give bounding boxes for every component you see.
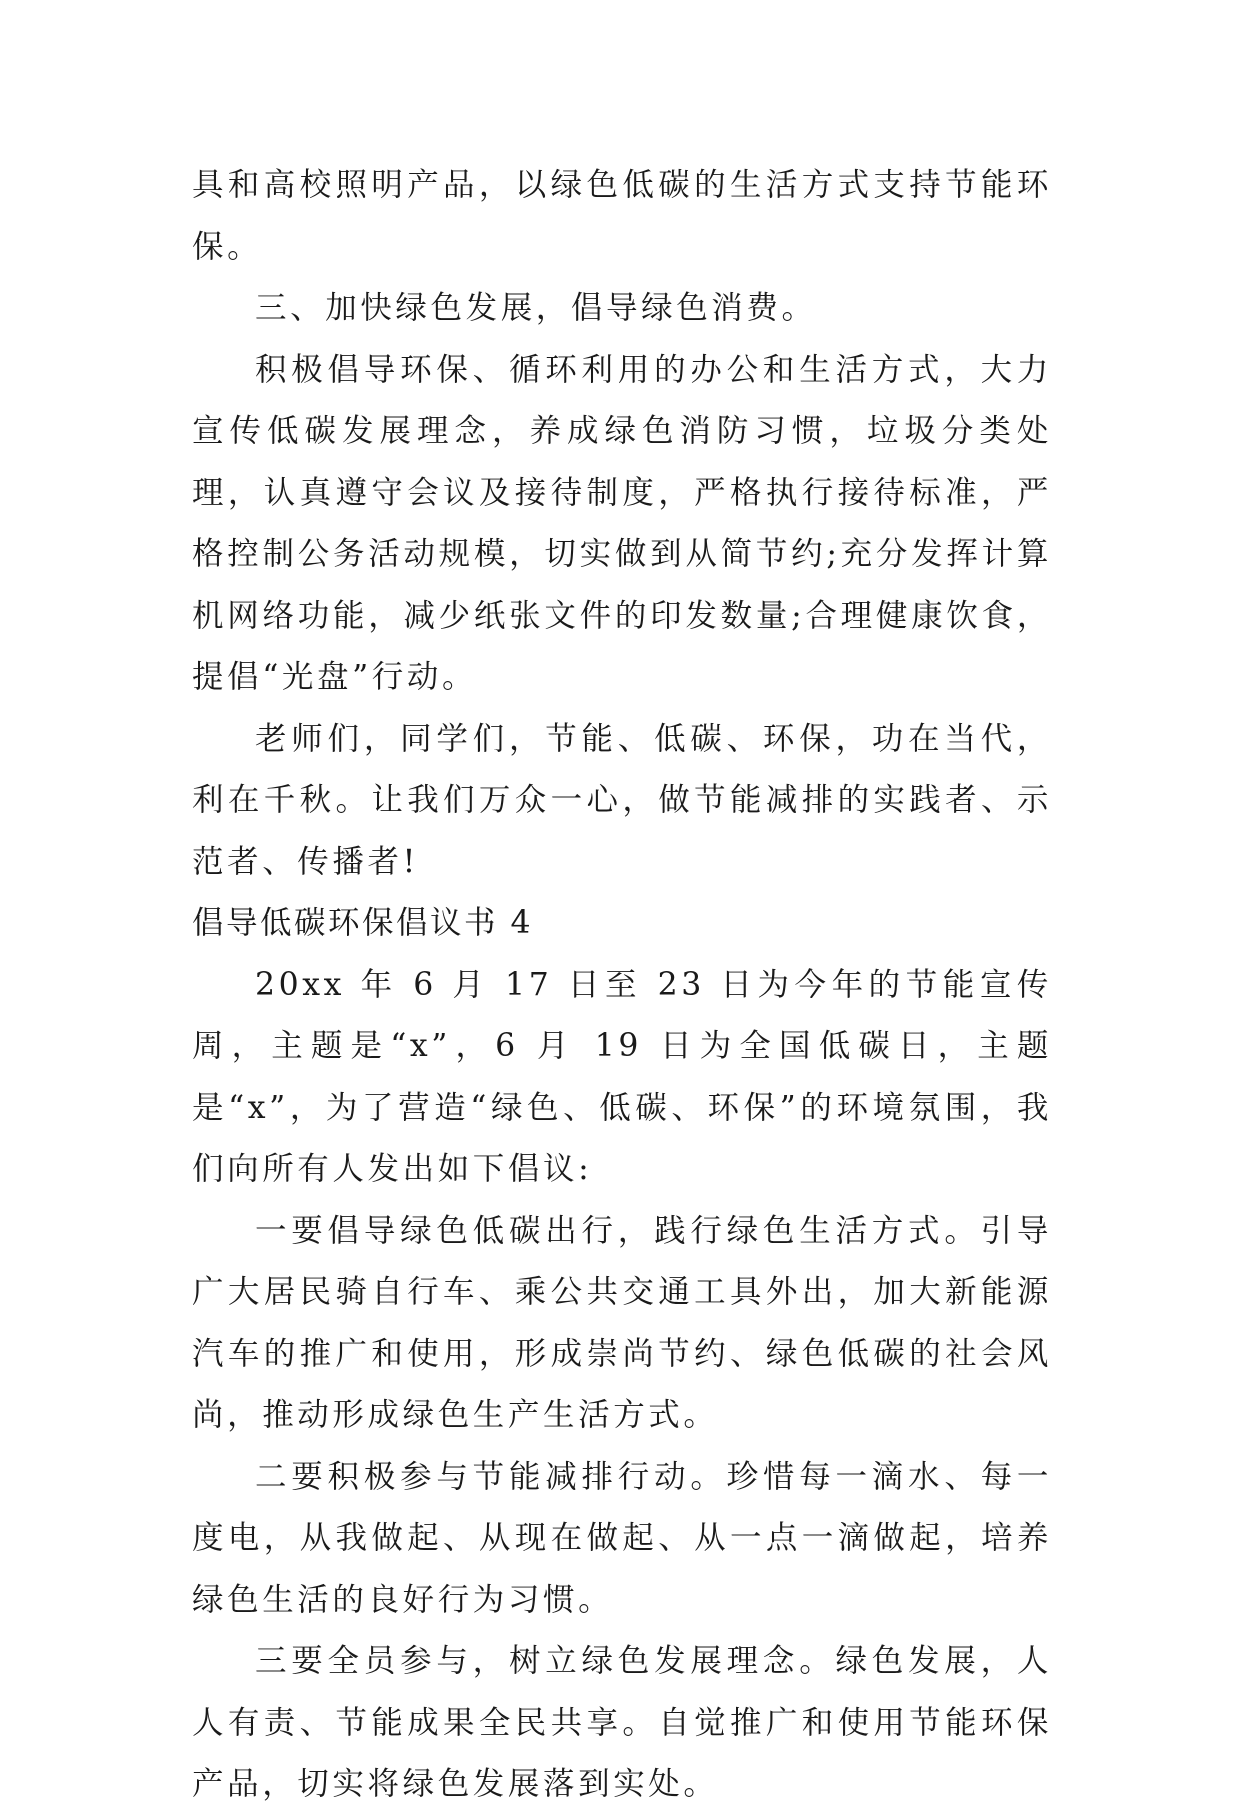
paragraph-green-office: 积极倡导环保、循环利用的办公和生活方式，大力宣传低碳发展理念，养成绿色消防习惯，垃圾分类处理，认真遵守会议及接待制度，严格执行接待标准，严格控制公务活动规模，切实做到从简节约;充分发挥计算机网络功能，减少纸张文件的印发数量;合理健康饮食，提倡“光盘”行动。 bbox=[192, 351, 1052, 695]
paragraph-proposal-three: 三要全员参与，树立绿色发展理念。绿色发展，人人有责、节能成果全民共享。自觉推广和使用节能环保产品，切实将绿色发展落到实处。 bbox=[192, 1643, 1052, 1802]
document-heading-4: 倡导低碳环保倡议书 4 bbox=[192, 905, 534, 941]
paragraph-continuation: 具和高校照明产品，以绿色低碳的生活方式支持节能环保。 bbox=[192, 167, 1052, 265]
paragraph-proposal-two: 二要积极参与节能减排行动。珍惜每一滴水、每一度电，从我做起、从现在做起、从一点一滴做起，培养绿色生活的良好行为习惯。 bbox=[192, 1458, 1052, 1618]
document-body bbox=[192, 155, 1052, 1816]
section-three-title: 三、加快绿色发展，倡导绿色消费。 bbox=[255, 290, 817, 326]
paragraph-proposal-one: 一要倡导绿色低碳出行，践行绿色生活方式。引导广大居民骑自行车、乘公共交通工具外出，加大新能源汽车的推广和使用，形成崇尚节约、绿色低碳的社会风尚，推动形成绿色生产生活方式。 bbox=[192, 1212, 1052, 1433]
paragraph-energy-week: 20xx 年 6 月 17 日至 23 日为今年的节能宣传周，主题是“x”，6 月 19 日为全国低碳日，主题是“x”，为了营造“绿色、低碳、环保”的环境氛围，我们向所有人发出如下倡议: bbox=[192, 966, 1052, 1187]
paragraph-closing-appeal: 老师们，同学们，节能、低碳、环保，功在当代，利在千秋。让我们万众一心，做节能减排的实践者、示范者、传播者! bbox=[192, 720, 1052, 880]
